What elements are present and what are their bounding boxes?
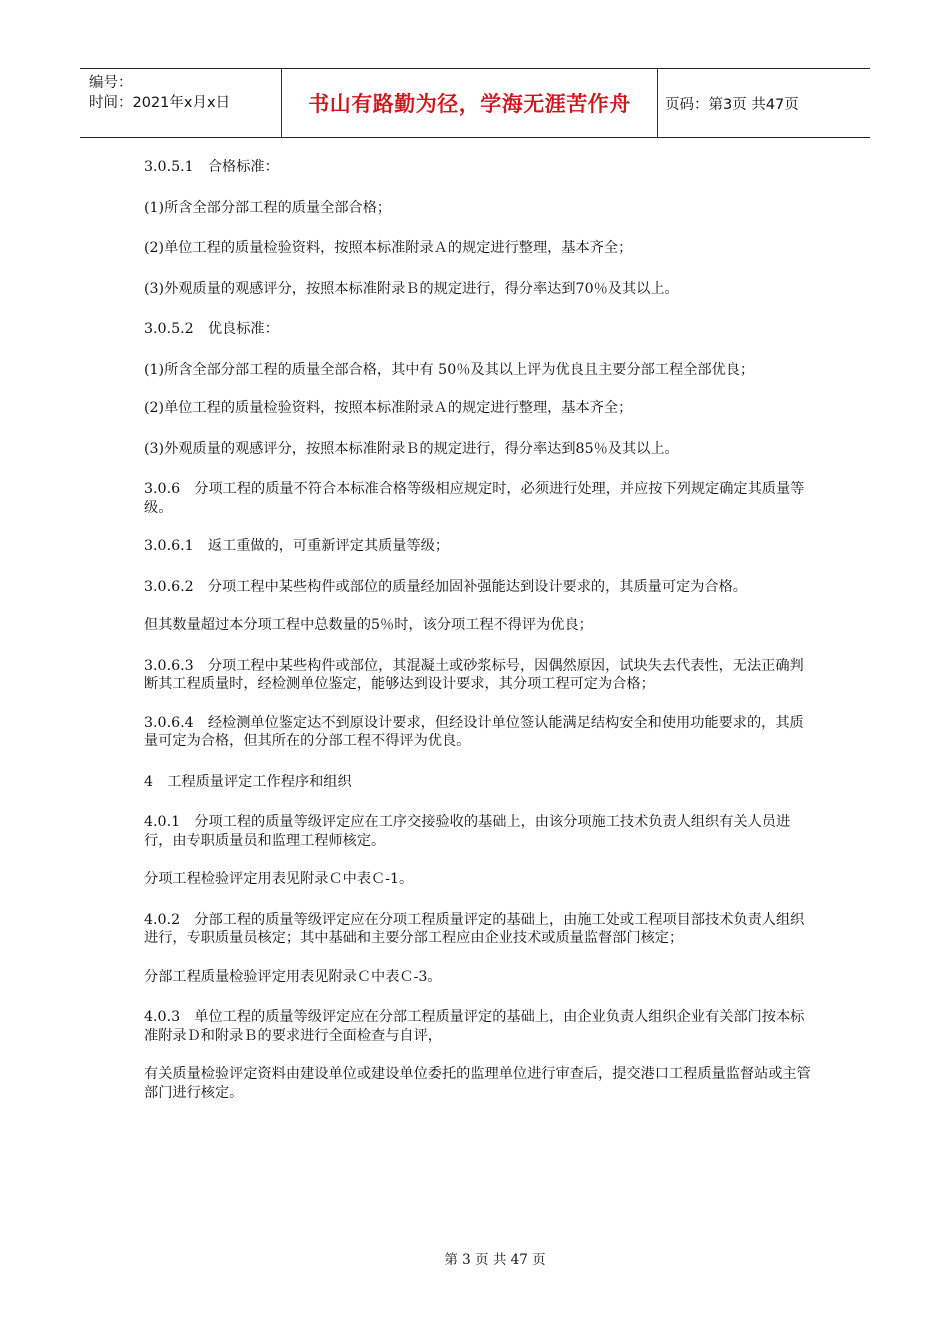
paragraph: 3.0.6 分项工程的质量不符合本标准合格等级相应规定时，必须进行处理，并应按下列规定确定其质量等级。 (144, 481, 805, 516)
paragraph: 分部工程质量检验评定用表见附录Ｃ中表Ｃ-3。 (144, 968, 442, 985)
paragraph: 分项工程检验评定用表见附录Ｃ中表Ｃ-1。 (144, 871, 414, 887)
page-footer: 第 3 页 共 47 页 (444, 1252, 546, 1268)
paragraph: 但其数量超过本分项工程中总数量的5％时，该分项工程不得评为优良； (144, 617, 593, 633)
paragraph: 3.0.6.2 分项工程中某些构件或部位的质量经加固补强能达到设计要求的，其质量可定为合格。 (144, 578, 747, 595)
paragraph: 3.0.5.2 优良标准： (144, 321, 279, 337)
paragraph: 4.0.3 单位工程的质量等级评定应在分部工程质量评定的基础上，由企业负责人组织企业有关部门按本标准附录Ｄ和附录Ｂ的要求进行全面检查与自评， (144, 1009, 805, 1044)
section-heading: 4 工程质量评定工作程序和组织 (144, 773, 352, 790)
document-body (144, 158, 814, 1102)
document-header (80, 68, 870, 138)
paragraph: (3)外观质量的观感评分，按照本标准附录Ｂ的规定进行，得分率达到85％及其以上。 (144, 440, 679, 457)
paragraph: 3.0.5.1 合格标准： (144, 159, 279, 175)
paragraph: 4.0.2 分部工程的质量等级评定应在分项工程质量评定的基础上，由施工处或工程项目部技术负责人组织进行，专职质量员核定；其中基础和主要分部工程应由企业技术或质量监督部门核定； (144, 911, 805, 946)
paragraph: (2)单位工程的质量检验资料，按照本标准附录Ａ的规定进行整理，基本齐全； (144, 400, 633, 416)
header-motto: 书山有路勤为径，学海无涯苦作舟 (282, 69, 658, 137)
paragraph: (1)所含全部分部工程的质量全部合格； (144, 199, 392, 216)
header-number-label: 编号： (89, 75, 133, 91)
header-date: 时间：2021年x月x日 (89, 95, 231, 111)
paragraph: 4.0.1 分项工程的质量等级评定应在工序交接验收的基础上，由该分项施工技术负责人组织有关人员进行，由专职质量员和监理工程师核定。 (144, 814, 791, 849)
paragraph: (2)单位工程的质量检验资料，按照本标准附录Ａ的规定进行整理，基本齐全； (144, 240, 633, 256)
paragraph: 3.0.6.3 分项工程中某些构件或部位，其混凝土或砂浆标号，因偶然原因，试块失去代表性，无法正确判断其工程质量时，经检测单位鉴定，能够达到设计要求，其分项工程可定为合格； (144, 657, 804, 692)
paragraph: (1)所含全部分部工程的质量全部合格，其中有 50％及其以上评为优良且主要分部工程全部优良； (144, 361, 755, 378)
paragraph: 3.0.6.1 返工重做的，可重新评定其质量等级； (144, 538, 450, 554)
paragraph: 有关质量检验评定资料由建设单位或建设单位委托的监理单位进行审查后，提交港口工程质量监督站或主管部门进行核定。 (144, 1066, 811, 1101)
paragraph: (3)外观质量的观感评分，按照本标准附录Ｂ的规定进行，得分率达到70％及其以上。 (144, 280, 679, 297)
header-page-info: 页码：第3页 共47页 (665, 96, 799, 113)
paragraph: 3.0.6.4 经检测单位鉴定达不到原设计要求，但经设计单位签认能满足结构安全和使用功能要求的，其质量可定为合格，但其所在的分部工程不得评为优良。 (144, 714, 804, 749)
header-meta (80, 69, 282, 137)
